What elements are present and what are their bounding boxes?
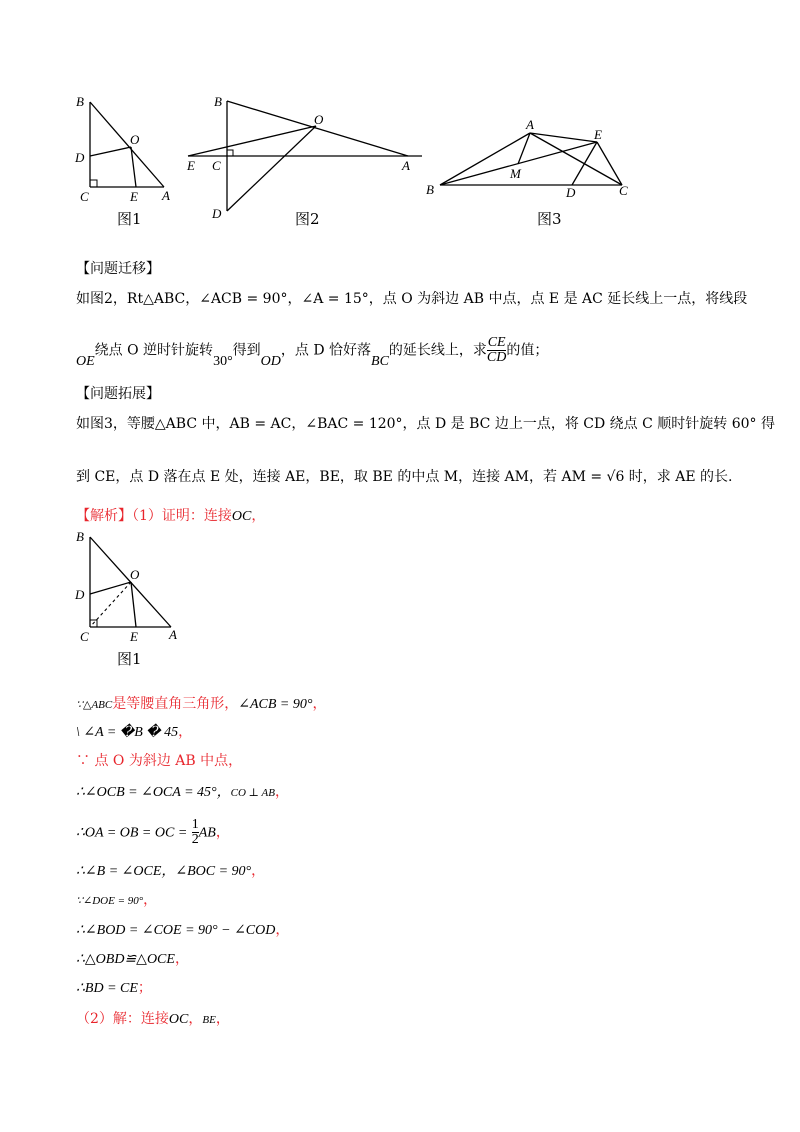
figure-1-solution <box>70 525 190 665</box>
solution-line-9 <box>76 948 189 968</box>
fraction-half <box>192 818 199 847</box>
solution-line-3: ∵ 点 O 为斜边 AB 中点， <box>76 753 243 769</box>
solution-line-5 <box>76 818 230 847</box>
fig1b-label-b: B <box>76 529 84 544</box>
solution-line-7 <box>76 889 157 909</box>
fig1-label-a: A <box>162 188 170 203</box>
solution-intro-end: ， <box>251 508 266 524</box>
sol-l1-b: 是等腰直角三角形， <box>112 696 239 712</box>
fig2-label-o: O <box>314 112 324 127</box>
sol-l10-a: ∴BD = CE <box>76 981 138 996</box>
sol-l11-b: OC <box>168 1012 189 1027</box>
extension-line-2: 到 CE，点 D 落在点 E 处，连接 AE，BE，取 BE 的中点 M，连接 AM，若 AM = √6 时，求 AE 的长. <box>76 469 733 485</box>
fig1-label-e: E <box>130 189 138 204</box>
migration-text-d: 得到 <box>232 342 261 359</box>
fig1b-label-c: C <box>80 629 89 644</box>
migration-text-f: ，点 D 恰好落 <box>280 342 372 359</box>
fig3-label-m: M <box>510 166 521 181</box>
segment-bc: BC <box>371 353 389 369</box>
migration-heading: 【问题迁移】 <box>76 261 160 277</box>
fig2-caption: 图2 <box>295 210 320 228</box>
fig2-label-a: A <box>402 158 410 173</box>
figure-2 <box>180 88 430 223</box>
sol-l6-a: ∴∠B = ∠OCE，∠BOC = 90° <box>76 864 252 879</box>
sol-l2-b: ， <box>178 724 193 740</box>
solution-line-11 <box>76 1008 230 1028</box>
sol-l5-b: AB <box>198 825 216 841</box>
fig3-label-d: D <box>566 185 576 200</box>
sol-l11-a: （2）解：连接 <box>76 1011 169 1027</box>
migration-text-h: 的延长线上，求 <box>388 342 487 359</box>
fig3-label-c: C <box>619 183 628 198</box>
sol-l5-c: ， <box>215 824 230 841</box>
sol-l11-e: ， <box>215 1011 230 1027</box>
migration-text-b: 绕点 O 逆时针旋转 <box>94 342 214 359</box>
fig2-label-c: C <box>212 158 221 173</box>
solution-line-1 <box>76 693 326 713</box>
fig1-label-d: D <box>75 150 85 165</box>
fig3-label-b: B <box>426 182 434 197</box>
sol-l5-a: ∴OA = OB = OC = <box>76 825 188 841</box>
fig1b-label-a: A <box>169 627 177 642</box>
fig1b-label-o: O <box>130 567 140 582</box>
sol-l2-a: \ ∠A = �B � 45 <box>76 725 179 740</box>
sol-l4-a: ∴∠OCB = ∠OCA = 45°， <box>76 785 231 800</box>
fig1b-label-e: E <box>130 629 138 644</box>
half-numerator: 1 <box>191 817 199 832</box>
solution-intro-red: 【解析】（1）证明：连接 <box>76 508 232 524</box>
solution-line-4 <box>76 781 289 801</box>
fraction-numerator: CE <box>487 335 506 350</box>
fig1-label-b: B <box>76 94 84 109</box>
fig3-label-e: E <box>594 127 602 142</box>
segment-od: OD <box>260 353 281 369</box>
sol-l9-b: ， <box>174 951 189 967</box>
migration-line-2 <box>76 335 549 369</box>
solution-line-8 <box>76 919 289 939</box>
solution-intro <box>76 505 265 525</box>
segment-oc: OC <box>231 509 252 524</box>
sol-l4-c: ， <box>274 784 289 800</box>
sol-l11-c: ， <box>188 1011 203 1027</box>
fig1-caption: 图1 <box>117 210 142 228</box>
sol-l11-d: BE <box>202 1014 216 1026</box>
sol-l9-a: ∴△OBD≌△OCE <box>76 952 175 967</box>
figure-3 <box>420 115 640 205</box>
fig2-label-d: D <box>212 206 222 221</box>
extension-line-1: 如图3，等腰△ABC 中，AB = AC，∠BAC = 120°，点 D 是 BC 边上一点，将 CD 绕点 C 顺时针旋转 60° 得 <box>76 416 775 432</box>
sol-l1-a: ∵△ABC <box>76 699 113 711</box>
sol-l1-d: ， <box>312 696 327 712</box>
fraction-ce-cd <box>487 336 506 365</box>
migration-line-1: 如图2，Rt△ABC，∠ACB = 90°，∠A = 15°，点 O 为斜边 AB 中点，点 E 是 AC 延长线上一点，将线段 <box>76 291 748 307</box>
fig3-label-a: A <box>526 117 534 132</box>
sol-l10-b: ； <box>137 980 152 996</box>
solution-line-10 <box>76 977 152 997</box>
sol-l7-a: ∵∠DOE = 90° <box>76 895 144 907</box>
sol-l8-a: ∴∠BOD = ∠COE = 90° − ∠COD <box>76 923 276 938</box>
sol-l6-b: ， <box>251 863 266 879</box>
fig1b-caption: 图1 <box>117 650 142 668</box>
fig1b-label-d: D <box>75 587 85 602</box>
migration-text-i: 的值； <box>506 342 549 359</box>
fig1-label-c: C <box>80 189 89 204</box>
segment-oe: OE <box>76 353 95 369</box>
sol-l4-b: CO ⊥ AB <box>230 787 275 799</box>
fig2-label-b: B <box>214 94 222 109</box>
fig2-label-e: E <box>187 158 195 173</box>
sol-l7-b: ， <box>143 892 158 908</box>
sol-l8-b: ， <box>275 922 290 938</box>
fig3-caption: 图3 <box>537 210 562 228</box>
fraction-denominator: CD <box>486 350 507 365</box>
half-denominator: 2 <box>191 832 199 847</box>
extension-heading: 【问题拓展】 <box>76 386 160 402</box>
fig1-label-o: O <box>130 132 140 147</box>
sol-l1-c: ∠ACB = 90° <box>238 697 313 712</box>
solution-line-2 <box>76 721 192 741</box>
angle-30: 30° <box>213 353 233 369</box>
solution-line-6 <box>76 860 265 880</box>
